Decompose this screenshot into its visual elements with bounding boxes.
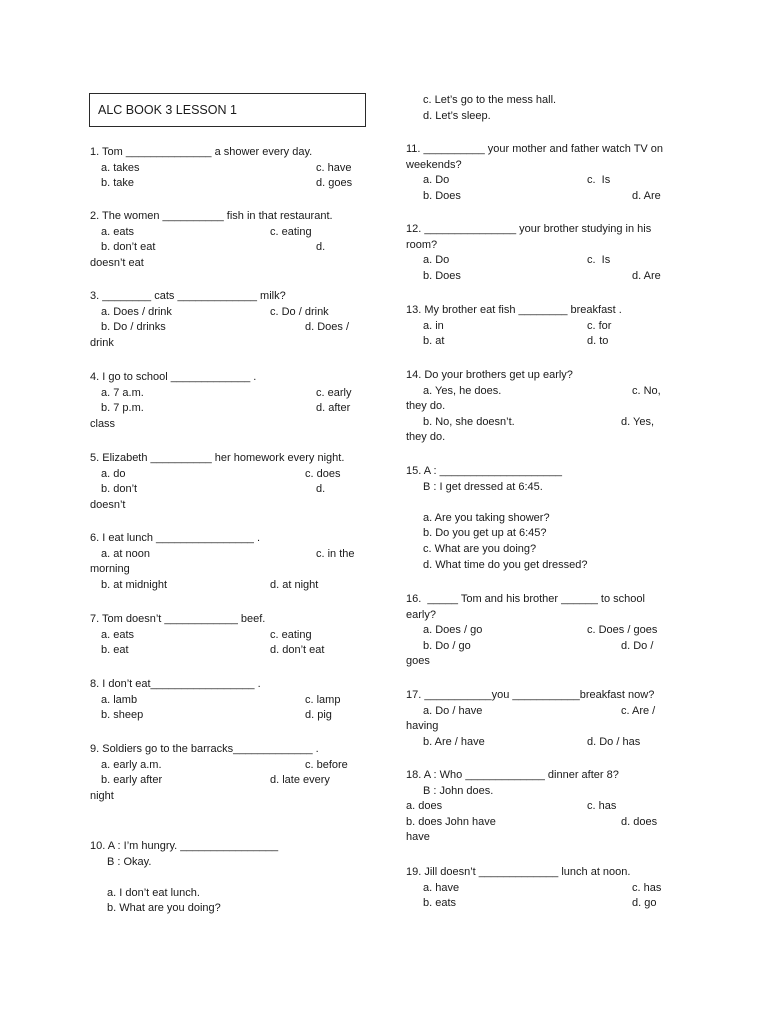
option-b: b. does John have [406, 815, 496, 828]
option-c: c. does [305, 467, 341, 480]
option-row [90, 773, 362, 789]
question-19 [406, 865, 682, 912]
option-c: c. Are / [621, 704, 656, 717]
option-b: b. Does [423, 189, 461, 202]
option-a: a. Do [423, 174, 450, 187]
option-row [90, 578, 362, 594]
option-c: c. eating [270, 628, 312, 641]
option-d: d. What time do you get dressed? [423, 558, 588, 571]
option-row [406, 799, 682, 815]
question-stem: 7. Tom doesn’t ____________ beef. [90, 613, 266, 625]
option-d: d. Do / [621, 639, 654, 652]
question-5 [90, 451, 362, 513]
option-a: a. eats [101, 628, 135, 641]
question-stem: 3. ________ cats _____________ milk? [90, 290, 286, 302]
question-6 [90, 531, 362, 593]
question-stem: 13. My brother eat fish ________ breakfast . [406, 304, 622, 316]
spacer [406, 495, 682, 511]
option-c: c. Do / drink [270, 305, 329, 318]
option-b: b. don’t [101, 483, 138, 496]
spacer [90, 870, 362, 886]
question-15 [406, 464, 682, 573]
option-wrap: have [406, 831, 430, 844]
question-stem: 4. I go to school _____________ . [90, 371, 257, 383]
option-a: a. takes [101, 161, 140, 174]
question-1 [90, 145, 362, 192]
option-d: d. to [587, 335, 609, 348]
option-a: a. Yes, he does. [423, 384, 502, 397]
option-d: d. Do / has [587, 735, 641, 748]
question-stem: 15. A : ____________________ [406, 465, 562, 477]
option-row [90, 176, 362, 192]
option-a: a. in [423, 319, 444, 332]
question-stem: 11. __________ your mother and father watch TV on [406, 143, 664, 155]
option-row [90, 161, 362, 177]
option-b: b. eat [101, 644, 129, 657]
option-a: a. eats [101, 225, 135, 238]
option-row [90, 240, 362, 256]
option-c: c. Is [587, 174, 611, 187]
option-wrap: drink [90, 336, 114, 349]
option-c: c. has [587, 800, 617, 813]
option-c: c. Is [587, 254, 611, 267]
option-d: d. late every [270, 774, 330, 787]
option-row [90, 693, 362, 709]
option-wrap: they do. [406, 431, 446, 444]
option-row [406, 623, 682, 639]
option-row [406, 173, 682, 189]
option-a: a. Are you taking shower? [423, 511, 550, 524]
option-b: b. early after [101, 774, 163, 787]
question-10-continued [406, 93, 682, 124]
question-13 [406, 303, 682, 350]
option-c: c. in the [316, 547, 355, 560]
dialogue-line: B : I get dressed at 6:45. [423, 480, 543, 493]
question-stem: 2. The women __________ fish in that restaurant. [90, 210, 333, 222]
option-c: c. lamp [305, 693, 341, 706]
option-a: a. at noon [101, 547, 150, 560]
option-wrap: having [406, 720, 439, 733]
option-row [90, 401, 362, 417]
option-row [90, 386, 362, 402]
option-d: d. Are [632, 189, 661, 202]
option-a: a. Does / go [423, 624, 483, 637]
option-row [406, 735, 682, 751]
question-stem: 16. _____ Tom and his brother ______ to school [406, 593, 645, 605]
option-c: c. before [305, 758, 348, 771]
option-b: b. No, she doesn’t. [423, 415, 515, 428]
option-b: b. Do / go [423, 639, 471, 652]
option-b: b. sheep [101, 709, 144, 722]
option-b: b. Does [423, 269, 461, 282]
option-row [406, 881, 682, 897]
option-b: b. at midnight [101, 578, 168, 591]
option-d: d. does [621, 815, 658, 828]
option-a: a. I don’t eat lunch. [107, 886, 200, 899]
option-c: c. has [632, 881, 662, 894]
option-d: d. pig [305, 709, 332, 722]
option-row [90, 482, 362, 498]
option-row [406, 704, 682, 720]
question-stem: 5. Elizabeth __________ her homework every night. [90, 452, 345, 464]
question-stem: 19. Jill doesn’t _____________ lunch at noon. [406, 866, 631, 878]
question-4 [90, 370, 362, 432]
option-a: a. early a.m. [101, 758, 162, 771]
option-row [90, 628, 362, 644]
question-17 [406, 688, 682, 750]
question-stem: 10. A : I’m hungry. ________________ [90, 840, 279, 852]
option-row [90, 708, 362, 724]
option-b: b. What are you doing? [107, 902, 221, 915]
question-stem: 9. Soldiers go to the barracks_____________ . [90, 743, 319, 755]
question-14 [406, 368, 682, 446]
question-stem: 17. ___________you ___________breakfast now? [406, 689, 655, 701]
dialogue-line: B : Okay. [107, 855, 152, 868]
question-10 [90, 839, 362, 917]
option-wrap: morning [90, 563, 130, 576]
option-d: d. [316, 483, 326, 496]
option-row [90, 305, 362, 321]
option-wrap: goes [406, 655, 430, 668]
question-7 [90, 612, 362, 659]
option-b: b. Do you get up at 6:45? [423, 527, 547, 540]
option-c: c. for [587, 319, 612, 332]
question-stem-cont: weekends? [406, 158, 462, 171]
option-row [90, 547, 362, 563]
question-stem: 1. Tom ______________ a shower every day. [90, 146, 313, 158]
option-row [90, 225, 362, 241]
worksheet-title: ALC BOOK 3 LESSON 1 [89, 93, 366, 127]
option-c: c. What are you doing? [423, 542, 537, 555]
option-row [406, 189, 682, 205]
option-row [406, 415, 682, 431]
option-d: d. Are [632, 269, 661, 282]
option-row [406, 269, 682, 285]
option-b: b. Do / drinks [101, 321, 166, 334]
question-9 [90, 742, 362, 804]
option-c: c. have [316, 161, 352, 174]
option-d: d. Let’s sleep. [423, 109, 491, 122]
option-wrap: they do. [406, 400, 446, 413]
option-b: b. at [423, 335, 445, 348]
option-wrap: class [90, 417, 116, 430]
option-row [90, 643, 362, 659]
question-2 [90, 209, 362, 271]
option-row [406, 639, 682, 655]
option-b: b. Are / have [423, 735, 485, 748]
option-a: a. do [101, 467, 126, 480]
option-c: c. No, [632, 384, 661, 397]
option-a: a. Do [423, 254, 450, 267]
option-a: a. Does / drink [101, 305, 172, 318]
option-d: d. don’t eat [270, 644, 325, 657]
option-row [406, 896, 682, 912]
option-row [90, 467, 362, 483]
option-c: c. Let’s go to the mess hall. [423, 94, 557, 106]
option-d: d. [316, 241, 326, 254]
option-b: b. 7 p.m. [101, 402, 144, 415]
option-wrap: night [90, 789, 114, 802]
question-stem: 12. _______________ your brother studying in his [406, 223, 652, 235]
option-a: a. lamb [101, 693, 138, 706]
option-row [90, 758, 362, 774]
option-d: d. Yes, [621, 415, 655, 428]
option-wrap: doesn’t [90, 498, 126, 511]
option-b: b. eats [423, 897, 457, 910]
option-d: d. go [632, 897, 657, 910]
question-stem: 18. A : Who _____________ dinner after 8? [406, 769, 619, 781]
option-row [406, 319, 682, 335]
option-c: c. Does / goes [587, 624, 658, 637]
option-b: b. don’t eat [101, 241, 156, 254]
option-wrap: doesn’t eat [90, 256, 144, 269]
option-row [90, 320, 362, 336]
question-18 [406, 768, 682, 846]
option-row [406, 815, 682, 831]
option-row [406, 384, 682, 400]
option-a: a. does [406, 800, 443, 813]
option-c: c. eating [270, 225, 312, 238]
question-16 [406, 592, 682, 670]
question-8 [90, 677, 362, 724]
option-d: d. after [316, 402, 351, 415]
question-stem: 6. I eat lunch ________________ . [90, 532, 261, 544]
option-a: a. have [423, 881, 460, 894]
option-d: d. at night [270, 578, 319, 591]
question-stem-cont: early? [406, 608, 436, 621]
option-c: c. early [316, 386, 352, 399]
option-row [406, 334, 682, 350]
option-d: d. Does / [305, 321, 350, 334]
option-a: a. 7 a.m. [101, 386, 144, 399]
option-d: d. goes [316, 177, 353, 190]
question-11 [406, 142, 682, 204]
question-stem: 8. I don’t eat_________________ . [90, 678, 261, 690]
dialogue-line: B : John does. [423, 784, 494, 797]
option-b: b. take [101, 177, 135, 190]
question-stem-cont: room? [406, 238, 438, 251]
question-3 [90, 289, 362, 351]
question-stem: 14. Do your brothers get up early? [406, 369, 573, 381]
option-row [406, 253, 682, 269]
question-12 [406, 222, 682, 284]
option-a: a. Do / have [423, 704, 483, 717]
